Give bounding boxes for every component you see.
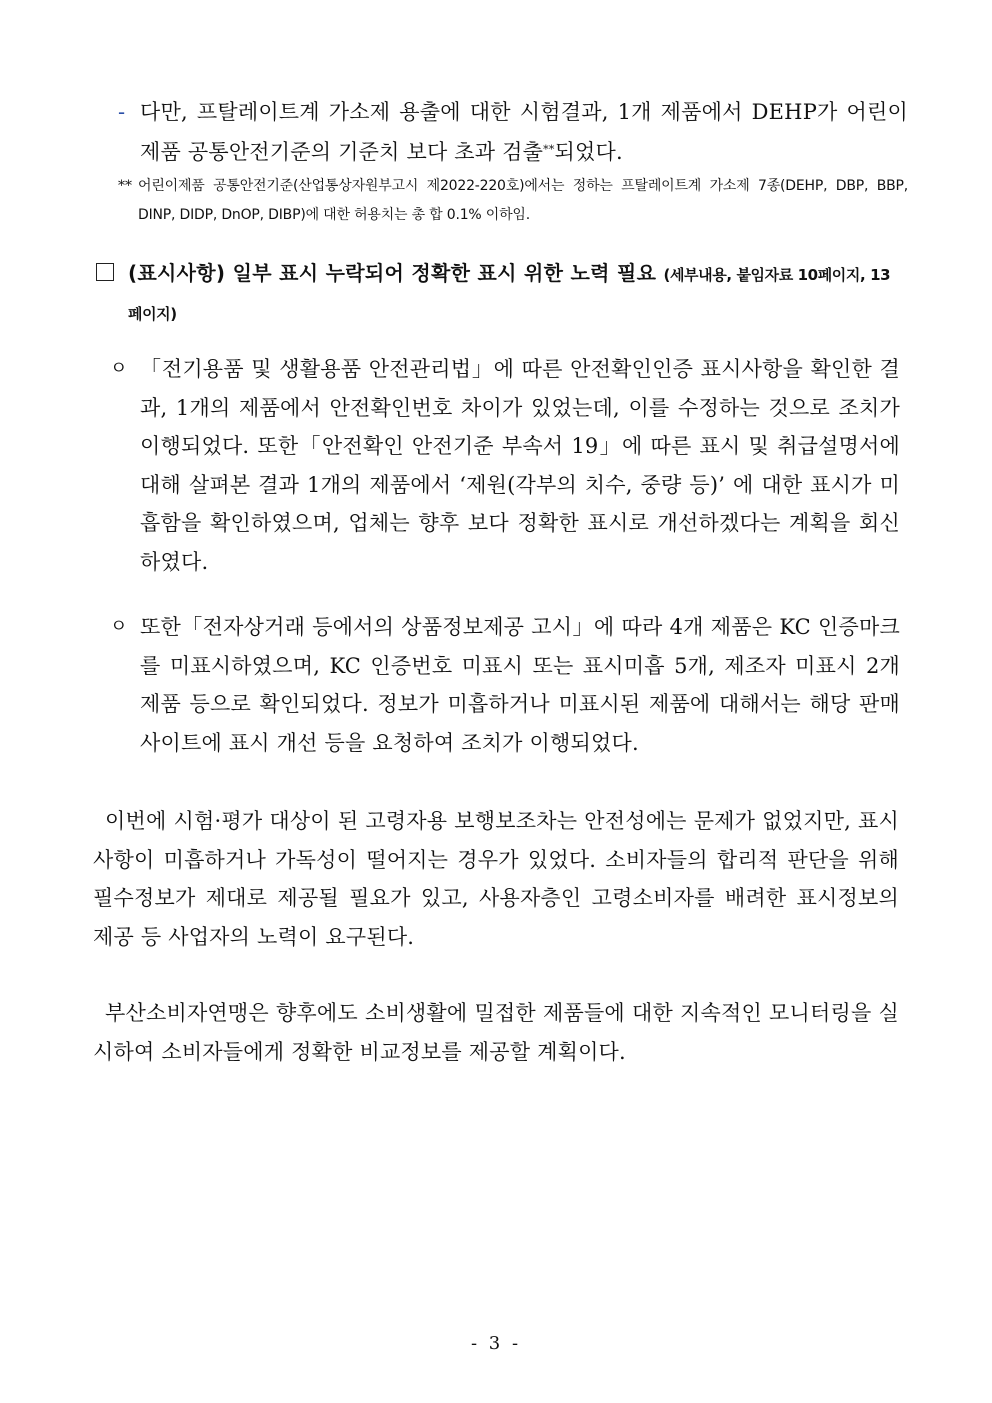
circle-bullet: ㅇ (110, 616, 128, 637)
footnote-text: 어린이제품 공통안전기준(산업통상자원부고시 제2022-220호)에서는 정하는 프탈레이트계 가소제 7종(DEHP, DBP, BBP, DINP, DIDP, DnOP, DIBP)에 대한 허용치는 총 합 0.1% 이하임. (138, 178, 908, 223)
dash-list-item (118, 92, 908, 172)
dash-item-body: 다만, 프탈레이트계 가소제 용출에 대한 시험결과, 1개 제품에서 DEHP가 어린이제품 공통안전기준의 기준치 보다 초과 검출 (140, 100, 908, 164)
bullet-text: 「전기용품 및 생활용품 안전관리법」에 따른 안전확인인증 표시사항을 확인한 결과, 1개의 제품에서 안전확인번호 차이가 있었는데, 이를 수정하는 것으로 조치가 이행되었다. 또한「안전확인 안전기준 부속서 19」에 따른 표시 및 취급설명서에 대해 살펴본 결과 1개의 제품에서 ‘제원(각부의 치수, 중량 등)’ 에 대한 표시가 미흡함을 확인하였으며, 업체는 향후 보다 정확한 표시로 개선하겠다는 계획을 회신하였다. (140, 357, 900, 574)
footnote-reference: ** (543, 143, 555, 156)
bullet-item-1 (110, 350, 900, 582)
bullet-item-2 (110, 608, 900, 762)
checkbox-square-icon (96, 263, 114, 281)
section-heading-text (128, 255, 898, 333)
footnote (118, 172, 908, 230)
circle-bullet: ㅇ (110, 358, 128, 379)
footnote-mark: ** (118, 178, 132, 194)
section-title: (표시사항) 일부 표시 누락되어 정확한 표시 위한 노력 필요 (128, 261, 657, 285)
paragraph-conclusion: 이번에 시험·평가 대상이 된 고령자용 보행보조차는 안전성에는 문제가 없었지만, 표시사항이 미흡하거나 가독성이 떨어지는 경우가 있었다. 소비자들의 합리적 판단을 위해 필수정보가 제대로 제공될 필요가 있고, 사용자층인 고령소비자를 배려한 표시정보의 제공 등 사업자의 노력이 요구된다. (93, 809, 899, 949)
section-heading (96, 255, 898, 333)
paragraph-plan: 부산소비자연맹은 향후에도 소비생활에 밀접한 제품들에 대한 지속적인 모니터링을 실시하여 소비자들에게 정확한 비교정보를 제공할 계획이다. (93, 1001, 899, 1064)
page-number: - 3 - (470, 1333, 522, 1354)
dash-item-end: 되었다. (554, 140, 623, 164)
dash-bullet: - (118, 100, 126, 124)
dash-item-text (140, 92, 908, 172)
bullet-text: 또한「전자상거래 등에서의 상품정보제공 고시」에 따라 4개 제품은 KC 인증마크를 미표시하였으며, KC 인증번호 미표시 또는 표시미흡 5개, 제조자 미표시 2개 제품 등으로 확인되었다. 정보가 미흡하거나 미표시된 제품에 대해서는 해당 판매사이트에 표시 개선 등을 요청하여 조치가 이행되었다. (140, 615, 900, 755)
section-note: (세부내용, 붙임자료 10페이지, 13페이지) (128, 266, 891, 323)
